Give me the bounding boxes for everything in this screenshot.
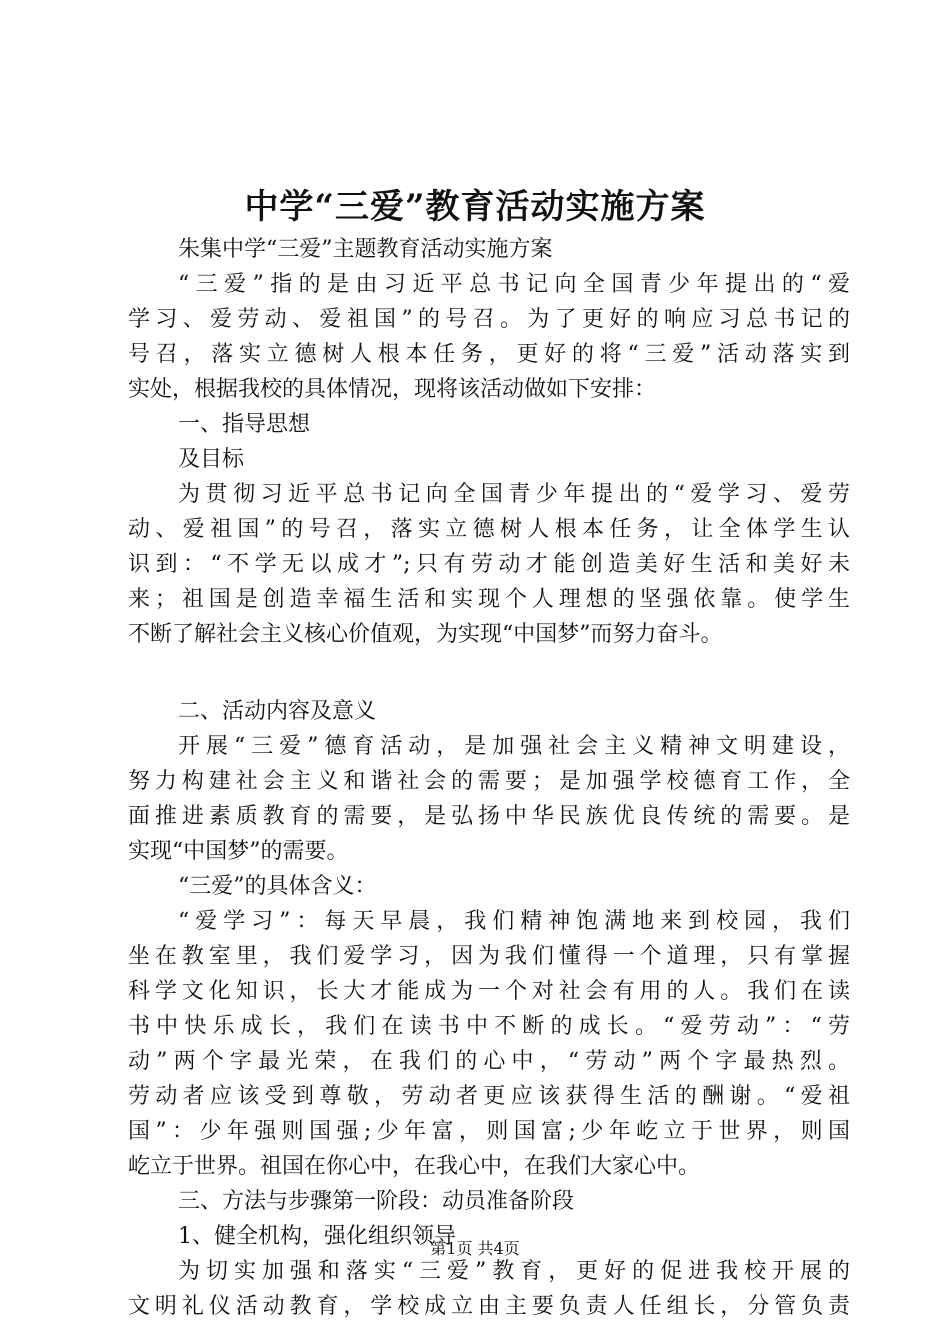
- text-line: “三爱”指的是由习近平总书记向全国青少年提出的“爱: [178, 272, 850, 297]
- text-line: 不断了解社会主义核心价值观，为实现“中国梦”而努力奋斗。: [128, 622, 723, 647]
- text-line: 国”：少年强则国强;少年富，则国富;少年屹立于世界，则国: [128, 1119, 850, 1144]
- text-line: 为贯彻习近平总书记向全国青少年提出的“爱学习、爱劳: [178, 482, 850, 507]
- text-line: 及目标: [178, 447, 245, 472]
- text-line: 面推进素质教育的需要，是弘扬中华民族优良传统的需要。是: [128, 804, 850, 829]
- text-line: 努力构建社会主义和谐社会的需要；是加强学校德育工作，全: [128, 769, 850, 794]
- document-title: 中学“三爱”教育活动实施方案: [244, 187, 706, 227]
- text-line: 坐在教室里，我们爱学习，因为我们懂得一个道理，只有掌握: [128, 944, 850, 969]
- text-line: 屹立于世界。祖国在你心中，在我心中，在我们大家心中。: [128, 1154, 701, 1179]
- text-line: 科学文化知识，长大才能成为一个对社会有用的人。我们在读: [128, 979, 850, 1004]
- text-line: 文明礼仪活动教育，学校成立由主要负责人任组长，分管负责: [128, 1294, 850, 1319]
- text-line: 动、爱祖国”的号召，落实立德树人根本任务，让全体学生认: [128, 517, 850, 542]
- text-line: 来；祖国是创造幸福生活和实现个人理想的坚强依靠。使学生: [128, 587, 850, 612]
- text-line: 实现“中国梦”的需要。: [128, 839, 349, 864]
- text-line: “爱学习”：每天早晨，我们精神饱满地来到校园，我们: [178, 909, 850, 934]
- text-line: 实处，根据我校的具体情况，现将该活动做如下安排：: [128, 377, 657, 402]
- text-line: 1、健全机构，强化组织领导: [178, 1224, 456, 1249]
- text-line: 劳动者应该受到尊敬，劳动者更应该获得生活的酬谢。“爱祖: [128, 1084, 850, 1109]
- page-footer: 第1页 共4页: [430, 1239, 520, 1258]
- text-line: 三、方法与步骤第一阶段：动员准备阶段: [178, 1189, 575, 1214]
- text-line: 号召，落实立德树人根本任务，更好的将“三爱”活动落实到: [128, 342, 850, 367]
- text-line: 动”两个字最光荣，在我们的心中，“劳动”两个字最热烈。: [128, 1049, 850, 1074]
- text-line: 书中快乐成长，我们在读书中不断的成长。“爱劳动”：“劳: [128, 1014, 850, 1039]
- text-line: 朱集中学“三爱”主题教育活动实施方案: [178, 237, 553, 262]
- text-line: 开展“三爱”德育活动，是加强社会主义精神文明建设，: [178, 734, 850, 759]
- text-line: 一、指导思想: [178, 412, 311, 437]
- text-line: 学习、爱劳动、爱祖国”的号召。为了更好的响应习总书记的: [128, 307, 850, 332]
- document-body: [128, 232, 850, 1324]
- blank-line: [128, 652, 850, 694]
- text-line: 为切实加强和落实“三爱”教育，更好的促进我校开展的: [178, 1259, 850, 1284]
- text-line: “三爱”的具体含义：: [178, 874, 377, 899]
- text-line: 识到：“不学无以成才”;只有劳动才能创造美好生活和美好未: [128, 552, 850, 577]
- text-line: 二、活动内容及意义: [178, 699, 377, 724]
